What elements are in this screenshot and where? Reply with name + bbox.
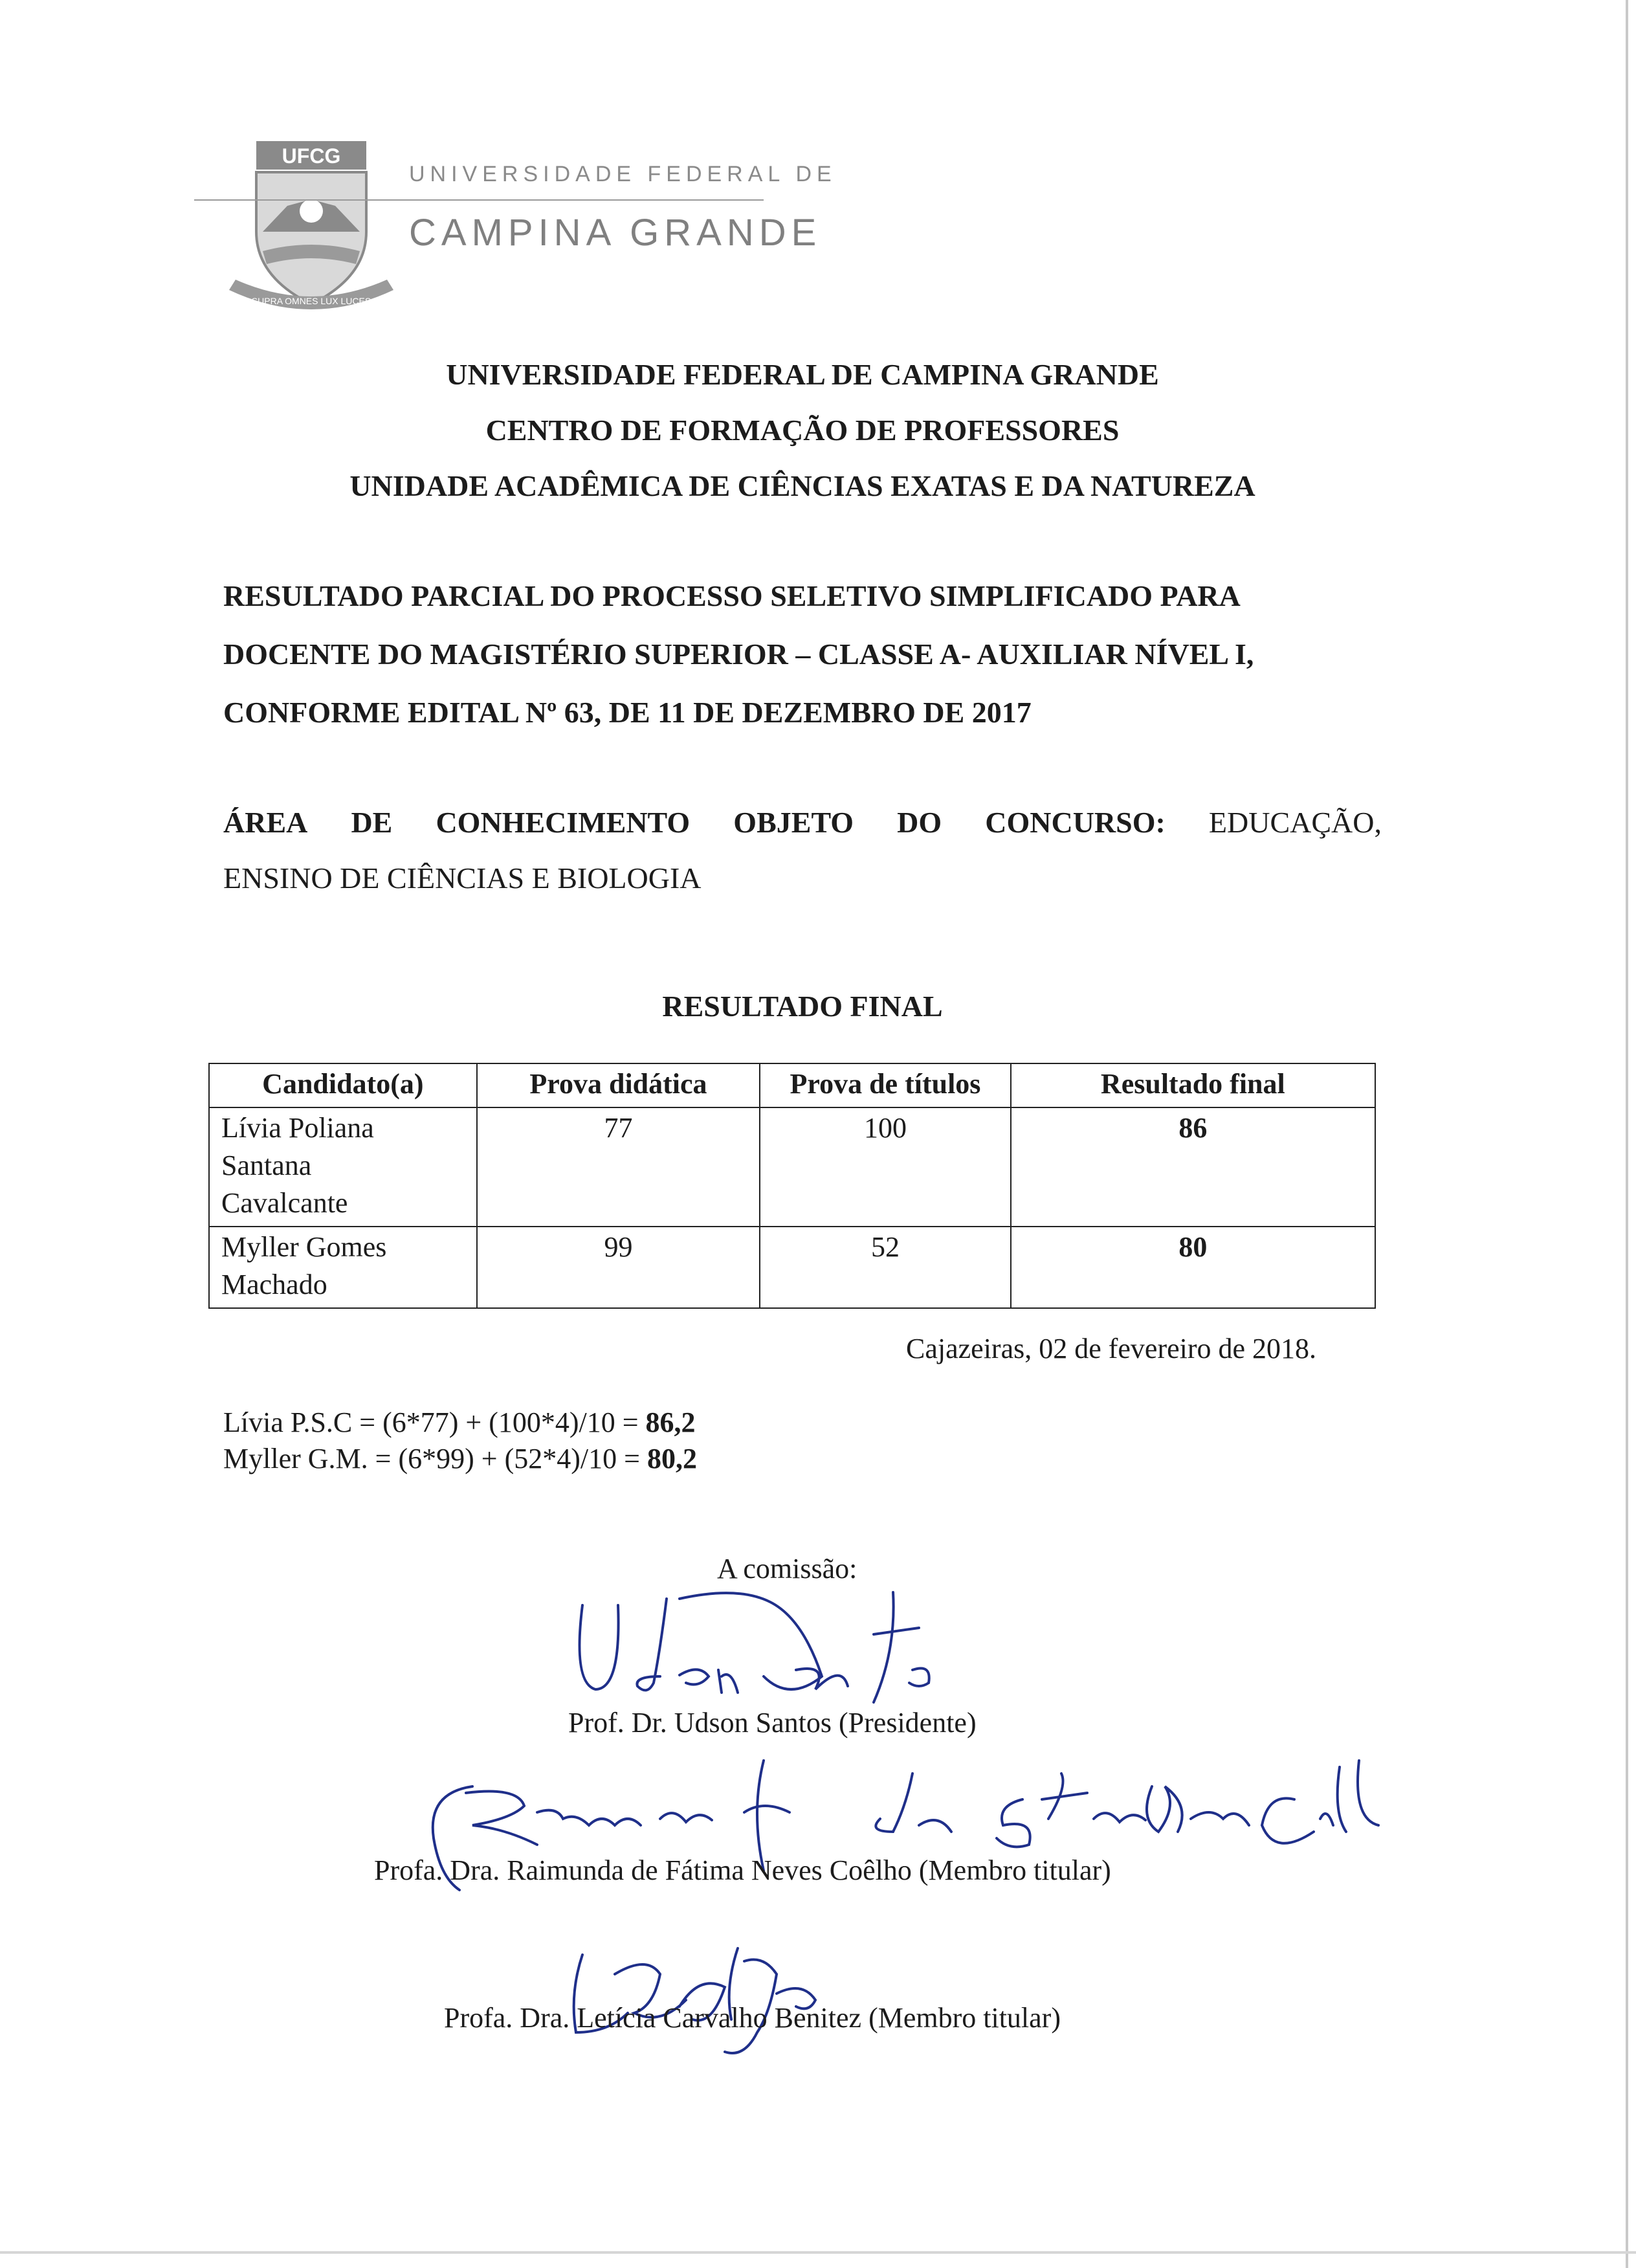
place-date: Cajazeiras, 02 de fevereiro de 2018. — [906, 1333, 1317, 1364]
formula-result: 86,2 — [645, 1406, 696, 1438]
commission-label: A comissão: — [717, 1553, 857, 1584]
member-president: Prof. Dr. Udson Santos (Presidente) — [568, 1707, 977, 1739]
header-unit: UNIDADE ACADÊMICA DE CIÊNCIAS EXATAS E DA NATUREZA — [349, 469, 1255, 502]
score-final: 80 — [1011, 1227, 1375, 1308]
formula-text: Myller G.M. = (6*99) + (52*4)/10 = — [223, 1443, 647, 1474]
candidate-name-line: Myller Gomes — [221, 1231, 387, 1263]
area-word: EDUCAÇÃO, — [1208, 806, 1382, 839]
area-word: CONHECIMENTO — [436, 806, 691, 839]
result-heading: RESULTADO FINAL — [662, 990, 943, 1023]
candidate-name-line: Cavalcante — [221, 1187, 348, 1219]
logo-divider — [194, 199, 764, 201]
header-center: CENTRO DE FORMAÇÃO DE PROFESSORES — [485, 414, 1120, 447]
candidate-name-line: Machado — [221, 1269, 327, 1300]
column-header: Prova didática — [477, 1063, 760, 1107]
area-word: OBJETO — [733, 806, 854, 839]
candidate-name-line: Lívia Poliana — [221, 1112, 374, 1144]
column-header: Prova de títulos — [760, 1063, 1011, 1107]
area-word: DO — [897, 806, 942, 839]
column-header: Resultado final — [1011, 1063, 1375, 1107]
result-table — [208, 1063, 1376, 1309]
header-university: UNIVERSIDADE FEDERAL DE CAMPINA GRANDE — [446, 358, 1159, 391]
ufcg-logo — [220, 135, 401, 329]
logo-text-line2: CAMPINA GRANDE — [409, 212, 822, 254]
title-line1: RESULTADO PARCIAL DO PROCESSO SELETIVO SIMPLIFICADO PARA — [223, 579, 1241, 612]
score-final: 86 — [1011, 1107, 1375, 1227]
formula-text: Lívia P.S.C = (6*77) + (100*4)/10 = — [223, 1406, 646, 1438]
score-didatica: 99 — [477, 1227, 760, 1308]
score-didatica: 77 — [477, 1107, 760, 1227]
column-header: Candidato(a) — [209, 1063, 477, 1107]
table-row — [209, 1227, 1375, 1308]
area-line2: ENSINO DE CIÊNCIAS E BIOLOGIA — [223, 862, 702, 895]
table-row — [209, 1107, 1375, 1227]
area-word: DE — [351, 806, 393, 839]
formula-line — [223, 1406, 696, 1439]
logo-motto: SUPRA OMNES LUX LUCES — [251, 296, 371, 306]
member-raimunda: Profa. Dra. Raimunda de Fátima Neves Coêlho (Membro titular) — [374, 1854, 1111, 1886]
area-word: CONCURSO: — [985, 806, 1166, 839]
area-word: ÁREA — [223, 806, 308, 839]
signature-leticia — [531, 1935, 867, 2065]
score-titulos: 100 — [760, 1107, 1011, 1227]
candidate-name — [209, 1107, 477, 1227]
candidate-name — [209, 1227, 477, 1308]
page-edge-bottom — [0, 2251, 1636, 2254]
title-line3: CONFORME EDITAL Nº 63, DE 11 DE DEZEMBRO DE 2017 — [223, 696, 1032, 729]
page-edge-right — [1626, 0, 1628, 2268]
member-leticia: Profa. Dra. Letícia Carvalho Benitez (Membro titular) — [444, 2002, 1061, 2034]
logo-text-line1: UNIVERSIDADE FEDERAL DE — [409, 162, 837, 186]
area-line1 — [223, 805, 1382, 839]
signature-udson — [569, 1579, 997, 1722]
candidate-name-line: Santana — [221, 1150, 312, 1181]
logo-badge-text: UFCG — [282, 144, 341, 168]
formula-line — [223, 1442, 697, 1475]
formula-result: 80,2 — [647, 1443, 697, 1474]
title-line2: DOCENTE DO MAGISTÉRIO SUPERIOR – CLASSE A- AUXILIAR NÍVEL I, — [223, 638, 1254, 671]
score-titulos: 52 — [760, 1227, 1011, 1308]
table-header-row — [209, 1063, 1375, 1107]
